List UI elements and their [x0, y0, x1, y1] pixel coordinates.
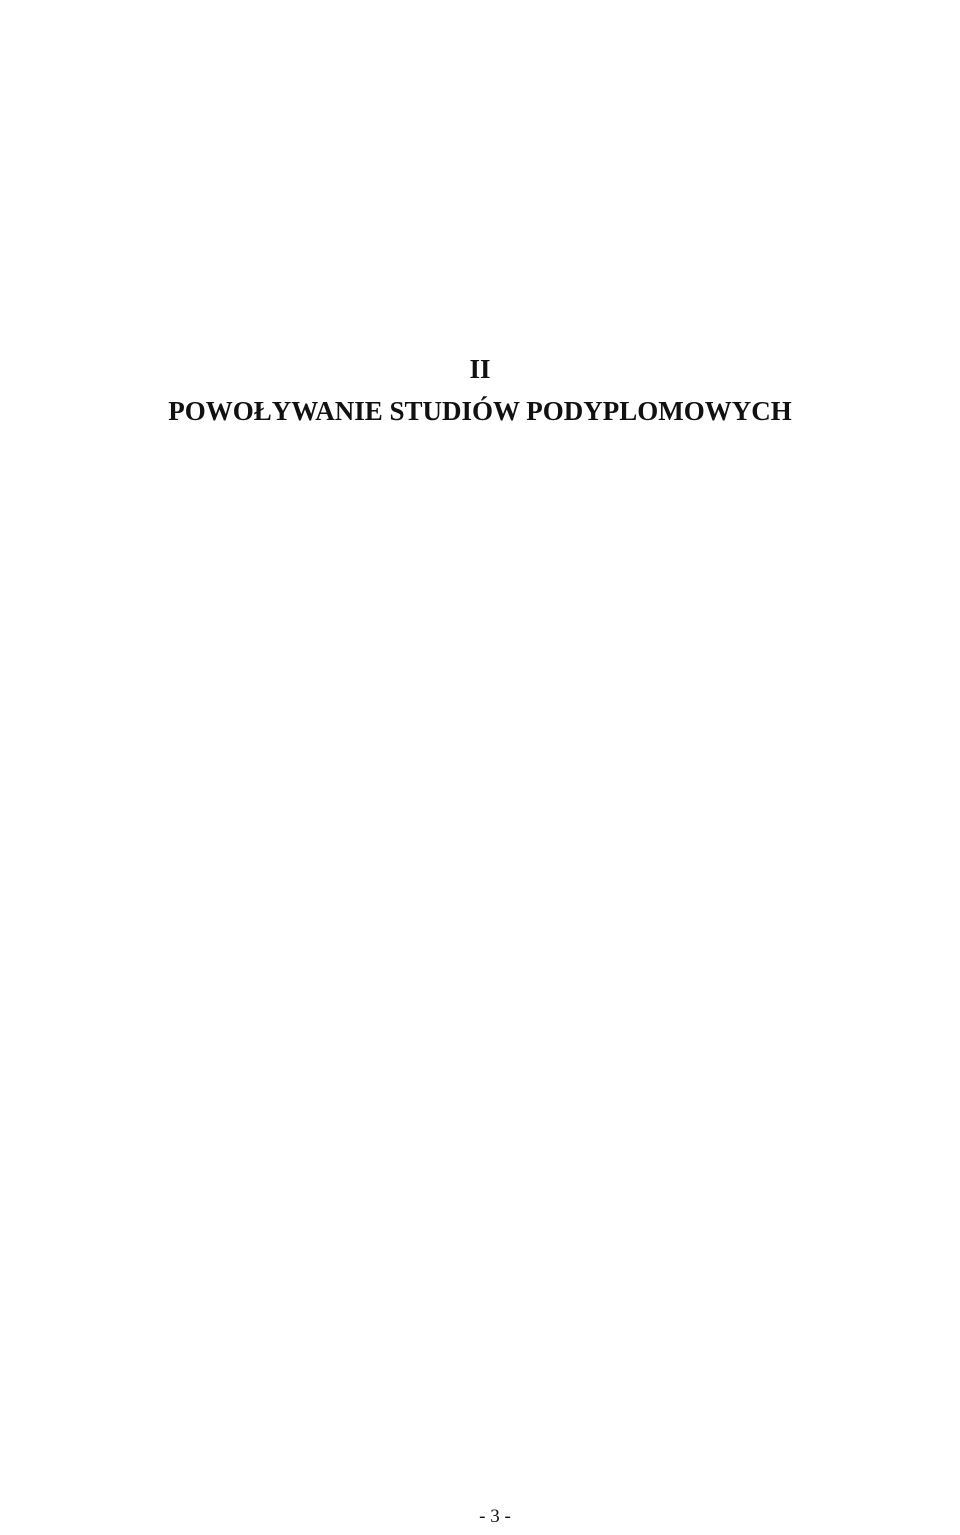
chapter-title: POWOŁYWANIE STUDIÓW PODYPLOMOWYCH [168, 396, 792, 426]
chapter-number: II [469, 354, 491, 384]
page-number: - 3 - [479, 1506, 511, 1527]
